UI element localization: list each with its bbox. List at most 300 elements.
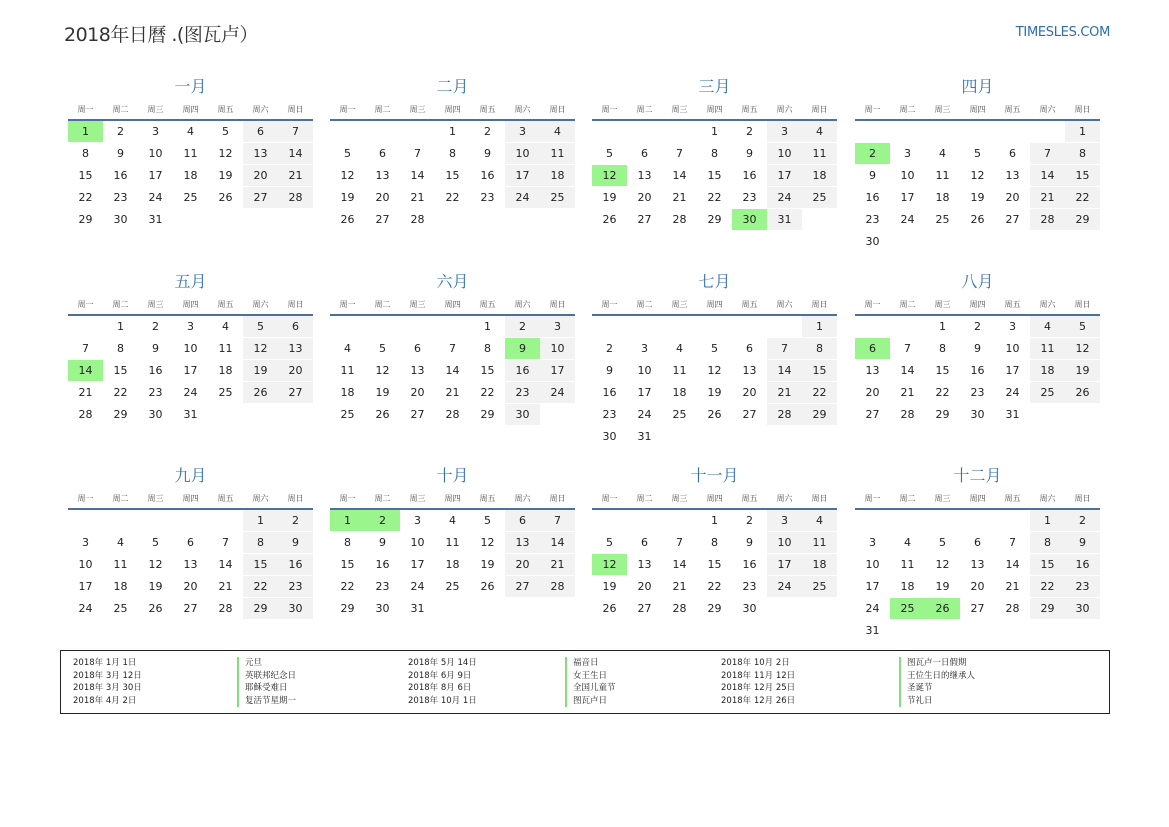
day-cell: 27 (970, 602, 985, 615)
day-cell: 27 (278, 382, 313, 403)
day-cell: 12 (707, 364, 722, 377)
day-cell: 5 (344, 147, 351, 160)
day-cell: 13 (243, 143, 278, 164)
weekday-header: 周四 (182, 494, 199, 503)
weekday-header: 周四 (444, 105, 461, 114)
day-cell: 13 (278, 338, 313, 359)
day-cell: 30 (742, 602, 757, 615)
day-cell: 2 (278, 510, 313, 531)
day-cell: 29 (78, 213, 93, 226)
weekday-header: 周五 (1004, 300, 1021, 309)
day-cell: 24 (505, 187, 540, 208)
day-cell: 15 (935, 364, 950, 377)
day-cell: 21 (767, 382, 802, 403)
weekday-header: 周日 (549, 494, 566, 503)
day-cell: 4 (449, 514, 456, 527)
day-cell: 23 (148, 386, 163, 399)
day-cell: 18 (900, 580, 915, 593)
day-cell: 28 (410, 213, 425, 226)
day-cell: 13 (865, 364, 880, 377)
day-cell: 15 (113, 364, 128, 377)
day-cell: 10 (505, 143, 540, 164)
day-cell: 17 (637, 386, 652, 399)
day-cell: 18 (672, 386, 687, 399)
day-cell: 19 (602, 580, 617, 593)
day-cell: 20 (278, 360, 313, 381)
day-cell: 31 (637, 430, 652, 443)
day-cell: 13 (637, 169, 652, 182)
day-cell: 6 (505, 510, 540, 531)
day-cell: 3 (187, 320, 194, 333)
day-cell: 1 (449, 125, 456, 138)
day-cell: 11 (218, 342, 233, 355)
day-cell: 27 (243, 187, 278, 208)
day-cell: 24 (410, 580, 425, 593)
day-cell: 7 (676, 147, 683, 160)
day-cell: 28 (445, 408, 460, 421)
weekday-header: 周六 (776, 105, 793, 114)
day-cell: 29 (113, 408, 128, 421)
day-cell: 13 (183, 558, 198, 571)
day-cell: 19 (218, 169, 233, 182)
month-name: 六月 (436, 272, 469, 291)
day-cell: 9 (746, 147, 753, 160)
day-cell: 26 (148, 602, 163, 615)
day-cell: 16 (278, 554, 313, 575)
day-cell: 28 (540, 576, 575, 597)
day-cell: 8 (939, 342, 946, 355)
day-cell: 31 (148, 213, 163, 226)
day-cell: 25 (540, 187, 575, 208)
legend-holiday-name: 英联邦纪念日 (237, 670, 296, 683)
site-link[interactable]: TIMESLES.COM (1015, 25, 1110, 40)
day-cell: 17 (865, 580, 880, 593)
day-cell: 5 (939, 536, 946, 549)
legend-holiday-name: 王位生日的继承人 (899, 670, 975, 683)
weekday-header: 周六 (252, 105, 269, 114)
weekday-header: 周四 (706, 105, 723, 114)
day-cell: 22 (802, 382, 837, 403)
day-cell: 18 (445, 558, 460, 571)
day-cell: 23 (742, 580, 757, 593)
day-cell: 22 (1030, 576, 1065, 597)
holiday-day-cell: 30 (732, 209, 767, 230)
weekday-header: 周四 (182, 300, 199, 309)
legend-date: 2018年 10月 1日 (408, 695, 477, 706)
day-cell: 12 (218, 147, 233, 160)
day-cell: 21 (1005, 580, 1020, 593)
legend-date: 2018年 1月 1日 (73, 658, 137, 668)
weekday-header: 周五 (479, 300, 496, 309)
day-cell: 25 (672, 408, 687, 421)
day-cell: 5 (1065, 316, 1100, 337)
day-cell: 20 (243, 165, 278, 186)
day-cell: 14 (278, 143, 313, 164)
weekday-header: 周五 (217, 105, 234, 114)
day-cell: 16 (970, 364, 985, 377)
day-cell: 26 (1065, 382, 1100, 403)
day-cell: 21 (218, 580, 233, 593)
day-cell: 3 (82, 536, 89, 549)
weekday-header: 周日 (549, 105, 566, 114)
legend-date: 2018年 11月 12日 (721, 670, 796, 681)
weekday-header: 周日 (811, 494, 828, 503)
day-cell: 4 (939, 147, 946, 160)
holiday-day-cell: 6 (855, 338, 890, 359)
weekday-header: 周日 (1074, 494, 1091, 503)
day-cell: 4 (1030, 316, 1065, 337)
day-cell: 3 (505, 121, 540, 142)
weekday-header: 周五 (479, 105, 496, 114)
day-cell: 9 (278, 532, 313, 553)
day-cell: 16 (113, 169, 128, 182)
weekday-header: 周五 (479, 494, 496, 503)
day-cell: 1 (711, 125, 718, 138)
day-cell: 9 (746, 536, 753, 549)
day-cell: 27 (1005, 213, 1020, 226)
day-cell: 19 (1065, 360, 1100, 381)
month-name: 一月 (174, 77, 207, 96)
weekday-header: 周二 (636, 105, 653, 114)
day-cell: 24 (767, 576, 802, 597)
day-cell: 3 (904, 147, 911, 160)
day-cell: 31 (1005, 408, 1020, 421)
day-cell: 10 (148, 147, 163, 160)
day-cell: 22 (1065, 187, 1100, 208)
day-cell: 23 (1065, 576, 1100, 597)
day-cell: 7 (767, 338, 802, 359)
weekday-header: 周日 (811, 300, 828, 309)
day-cell: 1 (117, 320, 124, 333)
day-cell: 6 (641, 147, 648, 160)
day-cell: 2 (746, 125, 753, 138)
day-cell: 18 (340, 386, 355, 399)
month-name: 三月 (698, 77, 731, 96)
weekday-header: 周三 (147, 494, 164, 503)
day-cell: 11 (802, 143, 837, 164)
day-cell: 17 (767, 165, 802, 186)
day-cell: 9 (869, 169, 876, 182)
day-cell: 16 (375, 558, 390, 571)
day-cell: 16 (480, 169, 495, 182)
weekday-header: 周一 (77, 105, 94, 114)
day-cell: 21 (78, 386, 93, 399)
day-cell: 21 (278, 165, 313, 186)
weekday-header: 周一 (339, 300, 356, 309)
legend-date: 2018年 3月 30日 (73, 683, 142, 693)
day-cell: 29 (1065, 209, 1100, 230)
day-cell: 19 (970, 191, 985, 204)
weekday-header: 周三 (147, 105, 164, 114)
day-cell: 12 (375, 364, 390, 377)
day-cell: 10 (1005, 342, 1020, 355)
day-cell: 5 (379, 342, 386, 355)
weekday-header: 周二 (899, 105, 916, 114)
day-cell: 6 (746, 342, 753, 355)
day-cell: 15 (802, 360, 837, 381)
day-cell: 8 (82, 147, 89, 160)
weekday-header: 周二 (899, 494, 916, 503)
legend-dates-column (408, 657, 477, 707)
day-cell: 16 (1065, 554, 1100, 575)
day-cell: 21 (672, 191, 687, 204)
day-cell: 17 (1005, 364, 1020, 377)
month-name: 二月 (436, 77, 469, 96)
day-cell: 7 (222, 536, 229, 549)
holiday-day-cell: 9 (505, 338, 540, 359)
day-cell: 3 (767, 121, 802, 142)
day-cell: 11 (540, 143, 575, 164)
day-cell: 28 (78, 408, 93, 421)
day-cell: 2 (505, 316, 540, 337)
day-cell: 24 (78, 602, 93, 615)
weekday-header: 周二 (112, 494, 129, 503)
legend-date: 2018年 12月 26日 (721, 695, 796, 706)
day-cell: 28 (672, 602, 687, 615)
day-cell: 4 (222, 320, 229, 333)
day-cell: 7 (676, 536, 683, 549)
day-cell: 9 (974, 342, 981, 355)
day-cell: 25 (113, 602, 128, 615)
day-cell: 16 (865, 191, 880, 204)
day-cell: 12 (970, 169, 985, 182)
day-cell: 2 (152, 320, 159, 333)
day-cell: 20 (1005, 191, 1020, 204)
day-cell: 22 (480, 386, 495, 399)
day-cell: 25 (802, 576, 837, 597)
month-divider (855, 119, 1100, 121)
day-cell: 10 (767, 532, 802, 553)
weekday-header: 周二 (112, 300, 129, 309)
day-cell: 30 (278, 598, 313, 619)
day-cell: 3 (414, 514, 421, 527)
day-cell: 6 (974, 536, 981, 549)
day-cell: 11 (445, 536, 460, 549)
day-cell: 21 (900, 386, 915, 399)
day-cell: 25 (218, 386, 233, 399)
day-cell: 24 (865, 602, 880, 615)
day-cell: 6 (187, 536, 194, 549)
day-cell: 3 (641, 342, 648, 355)
day-cell: 24 (767, 187, 802, 208)
weekday-header: 周五 (217, 300, 234, 309)
day-cell: 17 (900, 191, 915, 204)
weekday-header: 周三 (671, 494, 688, 503)
day-cell: 21 (1030, 187, 1065, 208)
day-cell: 30 (602, 430, 617, 443)
day-cell: 27 (742, 408, 757, 421)
weekday-header: 周日 (811, 105, 828, 114)
day-cell: 24 (148, 191, 163, 204)
day-cell: 17 (148, 169, 163, 182)
weekday-header: 周二 (374, 494, 391, 503)
legend-date: 2018年 6月 9日 (408, 670, 472, 681)
day-cell: 28 (278, 187, 313, 208)
legend-names-column (237, 657, 296, 707)
day-cell: 19 (707, 386, 722, 399)
month-name: 十月 (436, 466, 469, 485)
day-cell: 25 (445, 580, 460, 593)
weekday-header: 周六 (252, 300, 269, 309)
day-cell: 20 (865, 386, 880, 399)
weekday-header: 周一 (864, 105, 881, 114)
day-cell: 17 (183, 364, 198, 377)
day-cell: 1 (243, 510, 278, 531)
weekday-header: 周三 (934, 105, 951, 114)
day-cell: 1 (1030, 510, 1065, 531)
weekday-header: 周一 (77, 300, 94, 309)
day-cell: 31 (767, 209, 802, 230)
holiday-day-cell: 26 (925, 598, 960, 619)
day-cell: 20 (183, 580, 198, 593)
legend-date: 2018年 5月 14日 (408, 658, 477, 668)
day-cell: 8 (1030, 532, 1065, 553)
day-cell: 15 (1065, 165, 1100, 186)
day-cell: 3 (869, 536, 876, 549)
day-cell: 14 (1030, 165, 1065, 186)
day-cell: 18 (1030, 360, 1065, 381)
day-cell: 23 (113, 191, 128, 204)
day-cell: 19 (935, 580, 950, 593)
month-name: 五月 (174, 272, 207, 291)
day-cell: 15 (445, 169, 460, 182)
weekday-header: 周五 (741, 494, 758, 503)
day-cell: 24 (183, 386, 198, 399)
day-cell: 27 (375, 213, 390, 226)
day-cell: 9 (1065, 532, 1100, 553)
weekday-header: 周二 (374, 300, 391, 309)
day-cell: 23 (865, 213, 880, 226)
holiday-legend (60, 650, 1110, 714)
day-cell: 15 (243, 554, 278, 575)
day-cell: 17 (767, 554, 802, 575)
day-cell: 5 (152, 536, 159, 549)
weekday-header: 周一 (864, 300, 881, 309)
day-cell: 8 (1065, 143, 1100, 164)
day-cell: 11 (672, 364, 687, 377)
day-cell: 26 (480, 580, 495, 593)
weekday-header: 周一 (339, 494, 356, 503)
weekday-header: 周日 (287, 494, 304, 503)
day-cell: 18 (218, 364, 233, 377)
day-cell: 29 (707, 213, 722, 226)
day-cell: 15 (78, 169, 93, 182)
weekday-header: 周三 (934, 494, 951, 503)
day-cell: 25 (802, 187, 837, 208)
day-cell: 28 (218, 602, 233, 615)
day-cell: 2 (484, 125, 491, 138)
day-cell: 3 (767, 510, 802, 531)
day-cell: 29 (340, 602, 355, 615)
day-cell: 26 (375, 408, 390, 421)
day-cell: 4 (187, 125, 194, 138)
day-cell: 22 (113, 386, 128, 399)
day-cell: 7 (1009, 536, 1016, 549)
day-cell: 15 (1030, 554, 1065, 575)
weekday-header: 周三 (409, 300, 426, 309)
day-cell: 9 (152, 342, 159, 355)
weekday-header: 周一 (601, 300, 618, 309)
weekday-header: 周一 (77, 494, 94, 503)
day-cell: 10 (78, 558, 93, 571)
day-cell: 13 (637, 558, 652, 571)
day-cell: 10 (183, 342, 198, 355)
weekday-header: 周二 (112, 105, 129, 114)
day-cell: 4 (676, 342, 683, 355)
weekday-header: 周六 (1039, 494, 1056, 503)
legend-holiday-name: 图瓦卢日 (565, 695, 616, 708)
weekday-header: 周二 (899, 300, 916, 309)
day-cell: 19 (375, 386, 390, 399)
day-cell: 12 (243, 338, 278, 359)
day-cell: 11 (900, 558, 915, 571)
weekday-header: 周六 (776, 494, 793, 503)
day-cell: 29 (243, 598, 278, 619)
day-cell: 30 (865, 235, 880, 248)
weekday-header: 周六 (1039, 300, 1056, 309)
weekday-header: 周五 (741, 105, 758, 114)
day-cell: 11 (935, 169, 950, 182)
day-cell: 16 (742, 169, 757, 182)
day-cell: 19 (340, 191, 355, 204)
month-name: 九月 (174, 466, 207, 485)
day-cell: 15 (340, 558, 355, 571)
day-cell: 3 (152, 125, 159, 138)
day-cell: 18 (183, 169, 198, 182)
day-cell: 4 (117, 536, 124, 549)
legend-holiday-name: 女王生日 (565, 670, 616, 683)
day-cell: 24 (1005, 386, 1020, 399)
day-cell: 28 (900, 408, 915, 421)
day-cell: 26 (602, 213, 617, 226)
holiday-day-cell: 2 (855, 143, 890, 164)
day-cell: 29 (935, 408, 950, 421)
day-cell: 12 (935, 558, 950, 571)
legend-dates-column (721, 657, 795, 707)
day-cell: 10 (767, 143, 802, 164)
day-cell: 22 (243, 576, 278, 597)
day-cell: 16 (602, 386, 617, 399)
day-cell: 7 (82, 342, 89, 355)
day-cell: 1 (1065, 121, 1100, 142)
weekday-header: 周六 (252, 494, 269, 503)
day-cell: 19 (602, 191, 617, 204)
day-cell: 14 (672, 169, 687, 182)
day-cell: 11 (340, 364, 355, 377)
month-name: 八月 (961, 272, 994, 291)
day-cell: 17 (505, 165, 540, 186)
day-cell: 31 (410, 602, 425, 615)
legend-holiday-name: 圣诞节 (899, 682, 975, 695)
day-cell: 19 (148, 580, 163, 593)
day-cell: 18 (540, 165, 575, 186)
day-cell: 14 (218, 558, 233, 571)
day-cell: 7 (414, 147, 421, 160)
day-cell: 26 (970, 213, 985, 226)
day-cell: 21 (672, 580, 687, 593)
day-cell: 23 (375, 580, 390, 593)
day-cell: 5 (974, 147, 981, 160)
day-cell: 27 (637, 213, 652, 226)
day-cell: 23 (602, 408, 617, 421)
day-cell: 4 (802, 510, 837, 531)
day-cell: 29 (802, 404, 837, 425)
day-cell: 18 (935, 191, 950, 204)
day-cell: 24 (900, 213, 915, 226)
weekday-header: 周三 (671, 105, 688, 114)
day-cell: 2 (1065, 510, 1100, 531)
day-cell: 17 (540, 360, 575, 381)
